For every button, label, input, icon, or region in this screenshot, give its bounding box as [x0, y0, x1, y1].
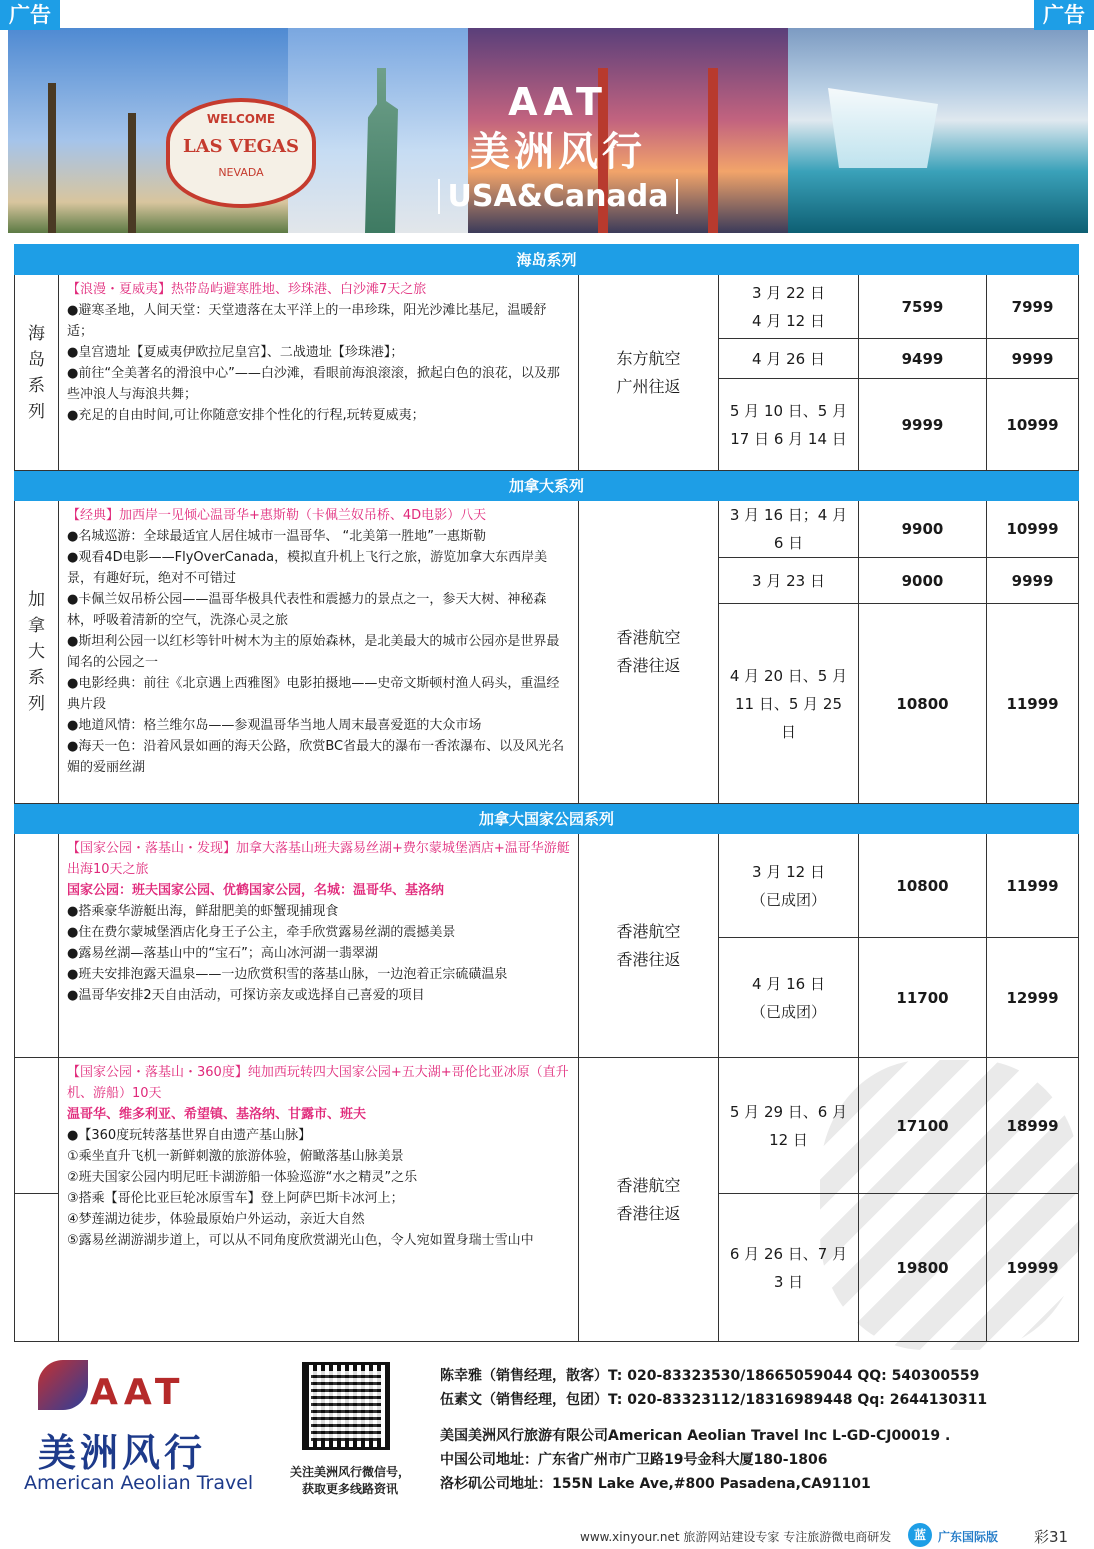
price-1: 9999 [859, 379, 987, 471]
palm-tree-icon [48, 83, 56, 233]
date-text: 4 月 20 日、5 月 11 日、5 月 25 日 [729, 666, 848, 741]
tour-point: ●斯坦利公园一以红杉等针叶树木为主的原始森林，是北美最大的城市公园亦是世界最闻名的公园之一 [67, 634, 560, 670]
footer-logo-en: American Aeolian Travel [24, 1472, 254, 1494]
departure-date [719, 501, 859, 558]
ad-tag-left: 广告 [0, 0, 60, 30]
tour-highlight: 国家公园：班夫国家公园、优鹤国家公园，名城：温哥华、基洛纳 [67, 883, 445, 898]
section-label-empty [15, 834, 59, 1058]
tour-title: 【国家公园・落基山・360度】纯加西玩转四大国家公园+五大湖+哥伦比亚冰原（直升机、游船）10天 [67, 1065, 569, 1101]
departure-date [719, 339, 859, 379]
date-text: 6 月 26 日、7 月 3 日 [729, 1244, 848, 1291]
tour-point: ●充足的自由时间,可让你随意安排个性化的行程,玩转夏威夷； [67, 408, 425, 423]
tour-point: ●搭乘豪华游艇出海，鲜甜肥美的虾蟹现捕现食 [67, 904, 339, 919]
contact-sales-1: 陈幸雅（销售经理，散客）T: 020-83323530/18665059044 QQ: 540300559 [440, 1368, 980, 1384]
airline: 香港航空 [616, 628, 681, 647]
tour-desc-hawaii [59, 275, 579, 471]
date-text: 3 月 16 日；4 月 6 日 [729, 506, 848, 552]
tour-point: ●观看4D电影——FlyOverCanada，模拟直升机上飞行之旅，游览加拿大东西岸美景，有趣好玩，绝对不可错过 [67, 550, 548, 586]
edition-badge: 蓝 [908, 1523, 932, 1547]
airline-cell [579, 501, 719, 804]
tour-point: ●名城巡游：全球最适宜人居住城市一温哥华、 “北美第一胜地”一惠斯勒 [67, 529, 486, 544]
tour-point: ●住在费尔蒙城堡酒店化身王子公主，牵手欣赏露易丝湖的震撼美景 [67, 925, 456, 940]
section-header-canada: 加拿大系列 [15, 471, 1079, 501]
tour-point: ④梦莲湖边徒步，体验最原始户外运动，亲近大自然 [67, 1212, 365, 1227]
departure-date [719, 558, 859, 604]
route: 香港往返 [616, 656, 681, 675]
departure-date [719, 604, 859, 804]
sign-welcome: WELCOME [206, 112, 276, 126]
price-2: 9999 [987, 339, 1079, 379]
price-2: 11999 [987, 834, 1079, 938]
tour-point: ●【360度玩转落基世界自由遗产基山脉】 [67, 1128, 312, 1143]
departure-date [719, 938, 859, 1058]
departure-date [719, 834, 859, 938]
date-text: 4 月 16 日 （已成团） [750, 974, 826, 1021]
route: 香港往返 [616, 949, 681, 969]
price-2: 11999 [987, 604, 1079, 804]
airline-cell [579, 1058, 719, 1342]
tour-desc-vancouver [59, 501, 579, 804]
tour-point: ●电影经典：前往《北京遇上西雅图》电影拍摄地——史帝文斯顿村渔人码头，重温经典片段 [67, 676, 560, 712]
section-label-canada [15, 501, 59, 804]
route: 广州往返 [616, 376, 681, 396]
la-address: 洛杉矶公司地址：155N Lake Ave,#800 Pasadena,CA91101 [440, 1476, 871, 1492]
brand-aat: AAT [508, 80, 608, 124]
price-1: 11700 [859, 938, 987, 1058]
section-label-empty [15, 1058, 59, 1194]
bridge-tower-icon [708, 68, 718, 233]
brand-en: USA&Canada [438, 179, 679, 214]
sign-state: NEVADA [218, 166, 264, 179]
footer-logo-cn: 美洲风行 [38, 1431, 207, 1475]
footer-logo-aat: AAT [90, 1372, 186, 1413]
price-1: 7599 [859, 275, 987, 339]
bottom-bar [0, 1520, 1094, 1549]
footer-logo [20, 1352, 260, 1502]
price-1: 17100 [859, 1058, 987, 1194]
date-text: 3 月 23 日 [752, 571, 825, 590]
ad-tag-right: 广告 [1034, 0, 1094, 30]
section-header-parks: 加拿大国家公园系列 [15, 804, 1079, 834]
section-label-empty [15, 1194, 59, 1342]
contact-sales-2: 伍素文（销售经理，包团）T: 020-83323112/18316989448 Qq: 2644130311 [440, 1392, 988, 1408]
tour-point: ●卡佩兰奴吊桥公园——温哥华极具代表性和震撼力的景点之一，参天大树、神秘森林，呼吸着清新的空气，洗涤心灵之旅 [67, 592, 547, 628]
tour-point: ①乘坐直升飞机一新鲜刺激的旅游体验，俯瞰落基山脉美景 [67, 1149, 404, 1164]
price-1: 10800 [859, 604, 987, 804]
tour-point: ●露易丝湖—落基山中的“宝石”；高山冰河湖一翡翠湖 [67, 946, 378, 961]
tour-point: ●温哥华安排2天自由活动，可探访亲友或选择自己喜爱的项目 [67, 988, 425, 1003]
price-2: 9999 [987, 558, 1079, 604]
departure-date [719, 379, 859, 471]
site-credit[interactable]: www.xinyour.net 旅游网站建设专家 专注旅游微电商研发 [580, 1530, 892, 1544]
sign-city: LAS VEGAS [183, 136, 299, 157]
airline: 香港航空 [616, 921, 681, 941]
tour-point: ●海天一色：沿着风景如画的海天公路，欣赏BC省最大的瀑布一香浓瀑布、以及风光名媚的爱丽丝湖 [67, 739, 565, 775]
contact-info [440, 1364, 1090, 1496]
banner [8, 28, 1088, 233]
page-number: 彩31 [1034, 1528, 1069, 1546]
section-label-text: 海 岛 系 列 [28, 323, 45, 422]
palm-tree-icon [128, 113, 136, 233]
edition-name: 广东国际版 [938, 1530, 999, 1544]
tour-point: ●前往“全美著名的滑浪中心”——白沙滩，看眼前海浪滚滚，掀起白色的浪花，以及那些冲浪人与海浪共舞； [67, 366, 560, 402]
airline-cell [579, 834, 719, 1058]
section-label-text: 加 拿 大 系 列 [28, 590, 45, 714]
departure-date [719, 275, 859, 339]
china-address: 中国公司地址：广东省广州市广卫路19号金科大厦180-1806 [440, 1452, 828, 1468]
route: 香港往返 [616, 1203, 681, 1223]
tour-point: ②班夫国家公园内明尼旺卡湖游船一体验巡游“水之精灵”之乐 [67, 1170, 418, 1185]
price-2: 10999 [987, 501, 1079, 558]
price-2: 12999 [987, 938, 1079, 1058]
tour-point: ③搭乘【哥伦比亚巨轮冰原雪车】登上阿萨巴斯卡冰河上； [67, 1191, 404, 1206]
tour-highlight: 温哥华、维多利亚、希望镇、基洛纳、甘露市、班夫 [67, 1107, 367, 1122]
niagara-falls-photo [788, 28, 1088, 233]
tour-point: ⑤露易丝湖游湖步道上，可以从不同角度欣赏湖光山色，令人宛如置身瑞士雪山中 [67, 1233, 534, 1248]
tour-title: 【国家公园・落基山・发现】加拿大落基山班夫露易丝湖+费尔蒙城堡酒店+温哥华游艇出海10天之旅 [67, 841, 570, 877]
tour-point: ●地道风情：格兰维尔岛——参观温哥华当地人周末最喜爱逛的大众市场 [67, 718, 482, 733]
feather-logo-icon [38, 1360, 88, 1410]
brand-cn: 美洲风行 [470, 129, 646, 175]
date-text: 3 月 22 日 4 月 12 日 [752, 283, 825, 330]
price-2: 7999 [987, 275, 1079, 339]
date-text: 3 月 12 日 （已成团） [750, 862, 826, 909]
departure-date [719, 1058, 859, 1194]
wechat-qr-code[interactable] [302, 1362, 390, 1450]
tour-desc-rockies-360 [59, 1058, 579, 1342]
price-2: 18999 [987, 1058, 1079, 1194]
price-1: 9900 [859, 501, 987, 558]
date-text: 4 月 26 日 [752, 349, 825, 368]
date-text: 5 月 10 日、5 月 17 日 6 月 14 日 [729, 401, 848, 448]
las-vegas-sign [166, 98, 316, 208]
price-1: 9499 [859, 339, 987, 379]
airline: 香港航空 [616, 1175, 681, 1195]
tour-desc-rockies-discovery [59, 834, 579, 1058]
tour-table [14, 244, 1078, 1342]
price-2: 19999 [987, 1194, 1079, 1342]
qr-caption: 关注美洲风行微信号，获取更多线路资讯 [290, 1465, 411, 1496]
airline-cell [579, 275, 719, 471]
date-text: 5 月 29 日、6 月 12 日 [729, 1102, 848, 1149]
section-header-island: 海岛系列 [15, 245, 1079, 275]
tour-point: ●避寒圣地，人间天堂：天堂遗落在太平洋上的一串珍珠，阳光沙滩比基尼，温暖舒适； [67, 303, 547, 339]
company-name: 美国美洲风行旅游有限公司American Aeolian Travel Inc L-GD-CJ00019 . [440, 1428, 951, 1444]
brand-logo [408, 80, 708, 230]
price-1: 9000 [859, 558, 987, 604]
price-2: 10999 [987, 379, 1079, 471]
price-1: 19800 [859, 1194, 987, 1342]
price-1: 10800 [859, 834, 987, 938]
footer [0, 1352, 1094, 1512]
tour-point: ●皇宫遗址【夏威夷伊欧拉尼皇宫】、二战遗址【珍珠港】； [67, 345, 404, 360]
departure-date [719, 1194, 859, 1342]
section-label-island [15, 275, 59, 471]
airline: 东方航空 [616, 348, 681, 368]
tour-point: ●班夫安排泡露天温泉——一边欣赏积雪的落基山脉，一边泡着正宗硫磺温泉 [67, 967, 508, 982]
tour-title: 【经典】加西岸一见倾心温哥华+惠斯勒（卡佩兰奴吊桥、4D电影）八天 [67, 508, 487, 523]
tour-title: 【浪漫・夏威夷】热带岛屿避寒胜地、珍珠港、白沙滩7天之旅 [67, 282, 427, 297]
